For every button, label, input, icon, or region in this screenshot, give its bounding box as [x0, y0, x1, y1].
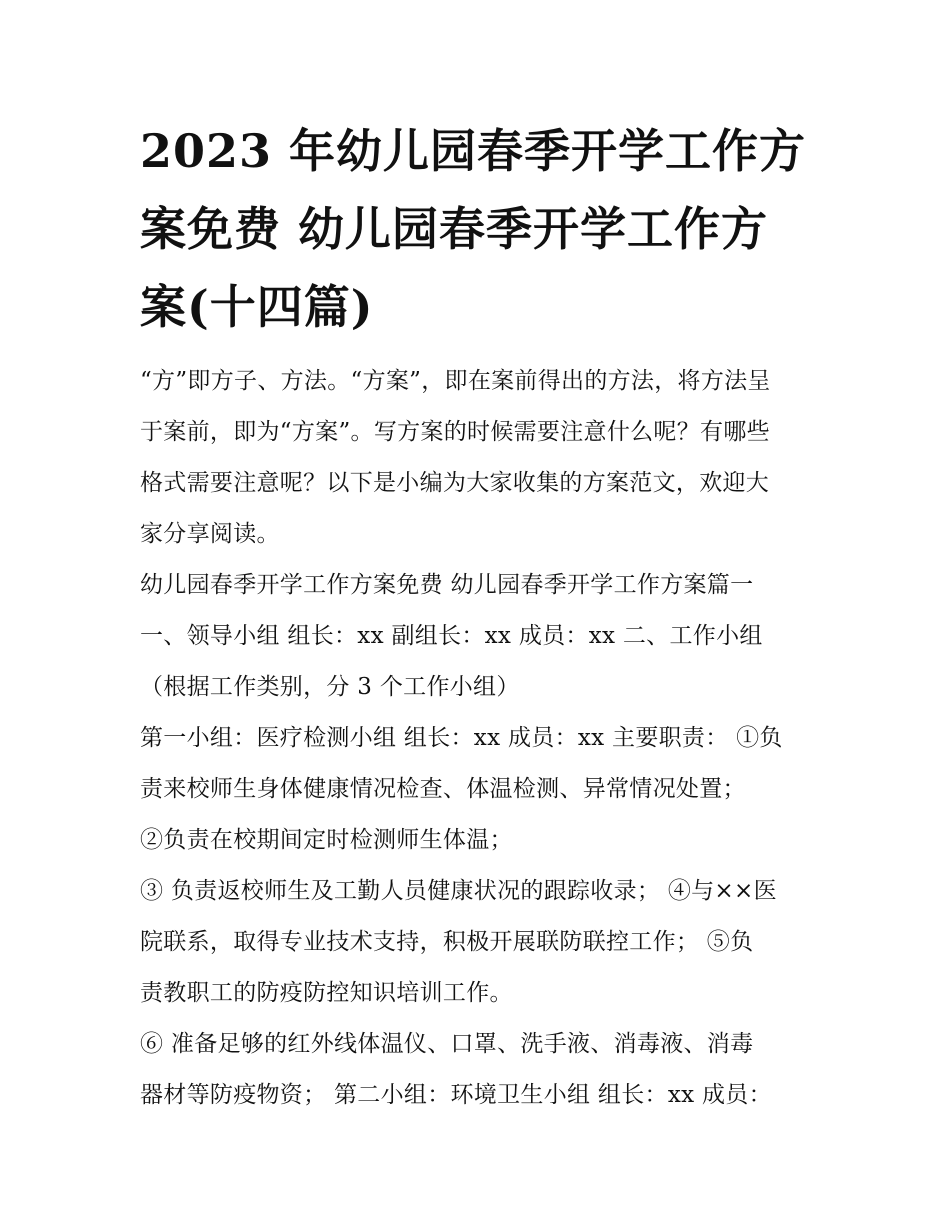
title-line: 案(十四篇) [140, 280, 374, 334]
document-body [140, 356, 820, 1121]
body-line: 格式需要注意呢？以下是小编为大家收集的方案范文，欢迎大 [140, 470, 770, 496]
document-title [140, 112, 820, 346]
body-line: 院联系，取得专业技术支持，积极开展联防联控工作； ⑤负 [140, 929, 754, 955]
body-line: ③ 负责返校师生及工勤人员健康状况的跟踪收录； ④与××医 [140, 878, 777, 904]
body-line: ②负责在校期间定时检测师生体温； [140, 827, 513, 853]
title-line: 2023 年幼儿园春季开学工作方 [140, 124, 807, 178]
body-line: 责教职工的防疫防控知识培训工作。 [140, 980, 513, 1006]
body-line: （根据工作类别，分 3 个工作小组） [140, 674, 520, 700]
body-line: ⑥ 准备足够的红外线体温仪、口罩、洗手液、消毒液、消毒 [140, 1031, 754, 1057]
body-line: 家分享阅读。 [140, 521, 280, 547]
body-line: 第一小组：医疗检测小组 组长：xx 成员：xx 主要职责： ①负 [140, 725, 783, 751]
body-line: “方”即方子、方法。“方案”，即在案前得出的方法，将方法呈 [140, 368, 771, 394]
body-line: 幼儿园春季开学工作方案免费 幼儿园春季开学工作方案篇一 [140, 572, 754, 598]
body-line: 一、领导小组 组长：xx 副组长：xx 成员：xx 二、工作小组 [140, 623, 763, 649]
title-line: 案免费 幼儿园春季开学工作方 [140, 202, 769, 256]
body-line: 责来校师生身体健康情况检查、体温检测、异常情况处置； [140, 776, 746, 802]
body-line: 于案前，即为“方案”。写方案的时候需要注意什么呢？有哪些 [140, 419, 770, 445]
body-line: 器材等防疫物资； 第二小组：环境卫生小组 组长：xx 成员： [140, 1082, 772, 1108]
